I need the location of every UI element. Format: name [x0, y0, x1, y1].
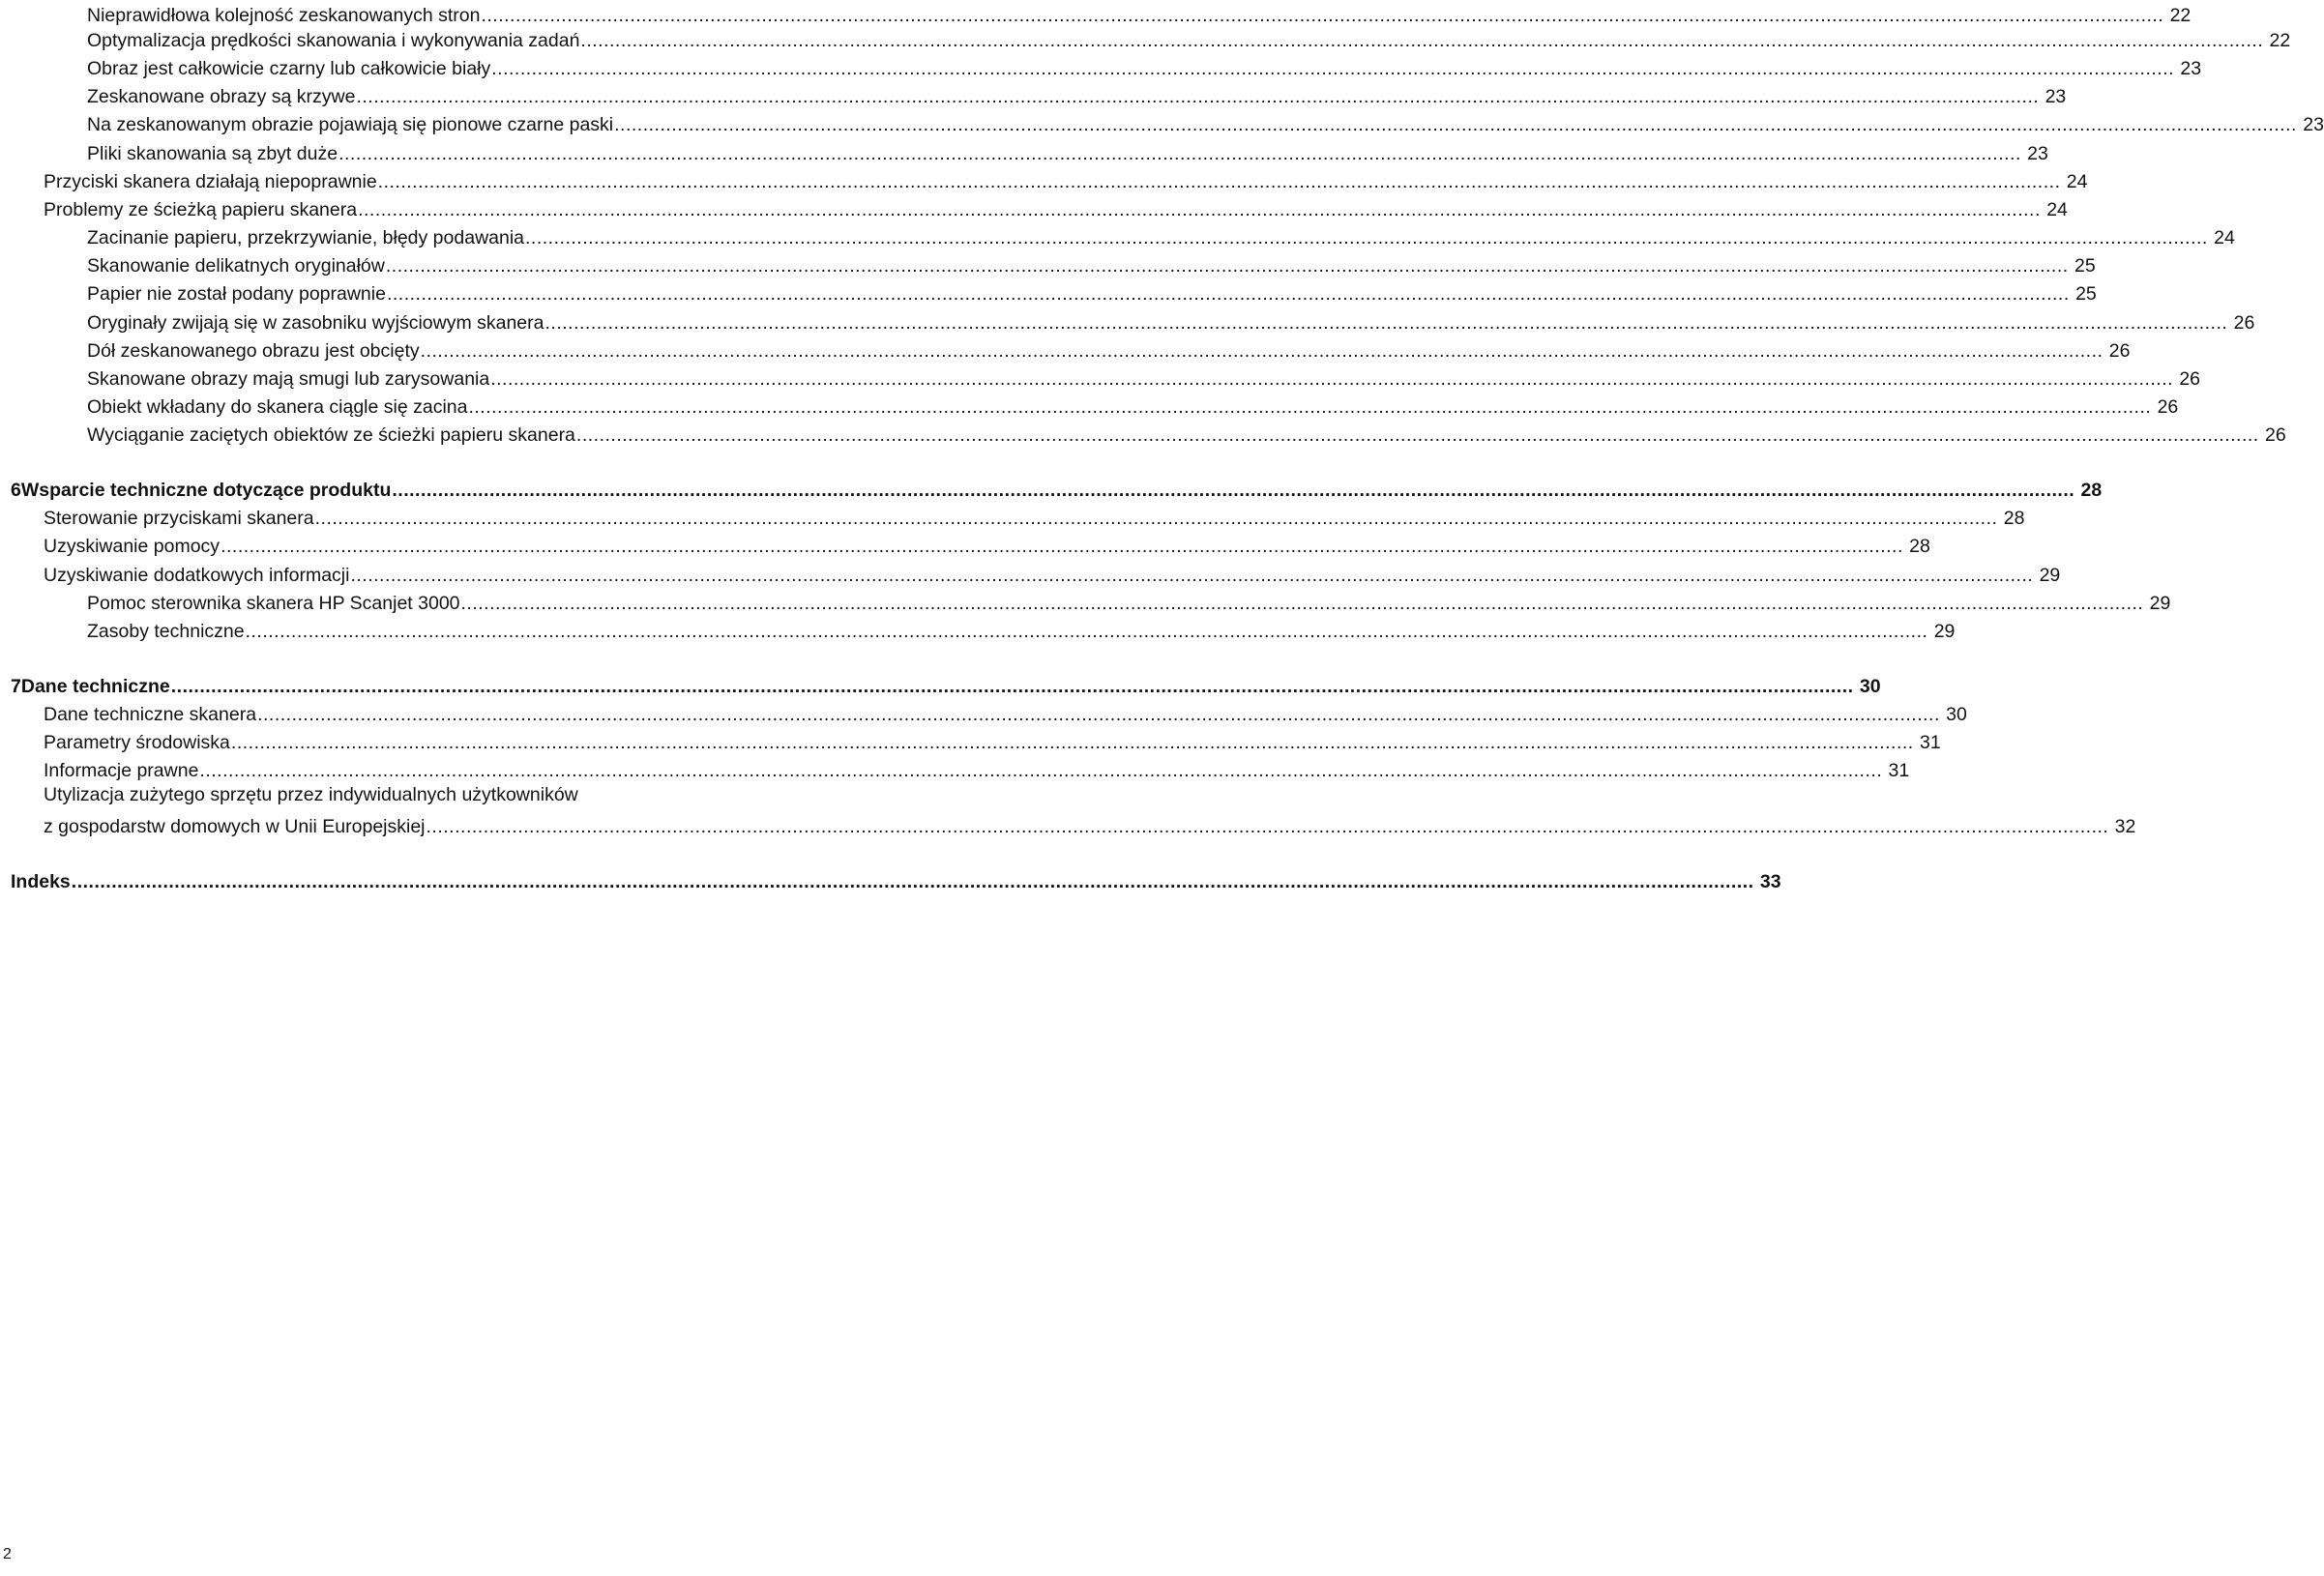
toc-leader-dots [257, 703, 1940, 726]
toc-leader-dots [378, 170, 2061, 193]
toc-leader-dots [171, 675, 1854, 698]
toc-entry-title: Nieprawidłowa kolejność zeskanowanych stron [87, 5, 481, 26]
toc-entry-title: Na zeskanowanym obrazie pojawiają się pionowe czarne paski [87, 114, 614, 135]
toc-entry[interactable] [44, 503, 2025, 530]
toc-entry[interactable] [87, 0, 2192, 27]
toc-entry-page: 23 [2027, 143, 2048, 164]
toc-leader-dots [461, 592, 2144, 615]
toc-leader-dots [338, 142, 2021, 165]
toc-entry[interactable] [44, 755, 1910, 782]
toc-entry-page: 26 [2233, 312, 2255, 334]
toc-entry-title: z gospodarstw domowych w Unii Europejskiej [44, 816, 426, 837]
toc-entry-title: Dół zeskanowanego obrazu jest obcięty [87, 340, 420, 362]
toc-leader-dots [72, 870, 1754, 893]
page-number: 2 [3, 1546, 12, 1562]
toc-leader-dots [221, 535, 1903, 558]
toc-entry-title: Obiekt wkładany do skanera ciągle się zacina [87, 396, 468, 418]
toc-entry-page: 31 [1920, 732, 1941, 753]
toc-entry-title: Zasoby techniczne [87, 621, 245, 642]
toc-entry-page: 23 [2303, 114, 2324, 135]
toc-entry-title: Sterowanie przyciskami skanera [44, 508, 314, 529]
toc-entry-page: 23 [2045, 86, 2067, 107]
toc-entry-title: Wsparcie techniczne dotyczące produktu [20, 480, 392, 501]
toc-entry-page: 30 [1946, 704, 1967, 725]
toc-entry-page: 31 [1888, 760, 1910, 781]
toc-entry-title: Problemy ze ścieżką papieru skanera [44, 199, 358, 220]
toc-leader-dots [315, 507, 1998, 530]
toc-entry[interactable] [87, 616, 1956, 643]
toc-entry-title: Dane techniczne [20, 676, 170, 697]
toc-leader-dots [231, 731, 1914, 754]
toc-leader-dots [356, 85, 2039, 108]
toc-leader-dots [545, 311, 2228, 335]
toc-leader-dots [246, 620, 1928, 643]
toc-leader-dots [427, 815, 2109, 838]
toc-entry-title: Obraz jest całkowicie czarny lub całkowicie biały [87, 58, 491, 79]
toc-entry-title: Przyciski skanera działają niepoprawnie [44, 171, 377, 192]
toc-entry-title: Papier nie został podany poprawnie [87, 283, 386, 305]
toc-entry-title: Utylizacja zużytego sprzętu przez indywidualnych użytkowników [44, 784, 578, 805]
toc-entry-title: Skanowanie delikatnych oryginałów [87, 255, 385, 277]
toc-entry-page: 24 [2066, 171, 2088, 192]
toc-entry-page: 26 [2265, 424, 2286, 446]
toc-entry-page: 30 [1859, 676, 1881, 697]
toc-entry-page: 28 [2080, 480, 2103, 501]
toc-leader-dots [614, 113, 2297, 136]
toc-entry-first-line[interactable] [44, 783, 928, 810]
toc-entry-page: 24 [2046, 199, 2068, 220]
toc-entry[interactable] [87, 392, 2179, 419]
toc-entry[interactable] [44, 811, 2136, 838]
toc-leader-dots [576, 423, 2259, 447]
toc-entry-page: 25 [2075, 283, 2097, 305]
toc-leader-dots [392, 479, 2074, 502]
toc-entry-title: Zeskanowane obrazy są krzywe [87, 86, 356, 107]
toc-entry-page: 25 [2074, 255, 2096, 277]
toc-entry[interactable] [44, 194, 2068, 221]
toc-entry[interactable] [87, 222, 2235, 249]
toc-entry[interactable] [44, 727, 1941, 754]
toc-entry[interactable] [87, 588, 2171, 615]
toc-entry[interactable] [44, 560, 2061, 587]
toc-leader-dots [199, 759, 1882, 782]
toc-entry-title: Dane techniczne skanera [44, 704, 257, 725]
toc-entry-page: 29 [2149, 593, 2171, 614]
toc-entry-title: Skanowane obrazy mają smugi lub zarysowania [87, 368, 490, 390]
toc-leader-dots [490, 367, 2173, 391]
toc-entry[interactable] [87, 53, 2202, 80]
toc-entry-page: 32 [2114, 816, 2136, 837]
toc-entry[interactable] [87, 138, 2048, 165]
toc-chapter-entry[interactable] [11, 475, 2103, 502]
toc-entry-page: 29 [2039, 565, 2061, 586]
toc-entry-page: 26 [2179, 368, 2201, 390]
toc-entry[interactable] [87, 250, 2096, 277]
toc-entry-title: Zacinanie papieru, przekrzywianie, błędy podawania [87, 227, 525, 248]
toc-entry-title: Pliki skanowania są zbyt duże [87, 143, 338, 164]
toc-entry-page: 24 [2214, 227, 2235, 248]
toc-leader-dots [481, 4, 2163, 27]
toc-entry[interactable] [44, 531, 1930, 558]
toc-entry-title: Uzyskiwanie dodatkowych informacji [44, 565, 350, 586]
toc-leader-dots [525, 226, 2208, 249]
toc-entry-page: 26 [2108, 340, 2131, 362]
toc-entry-title: Informacje prawne [44, 760, 199, 781]
toc-leader-dots [421, 339, 2103, 363]
toc-chapter-number: 7 [11, 676, 21, 697]
toc-entry-title: Indeks [11, 871, 71, 892]
toc-entry-title: Pomoc sterownika skanera HP Scanjet 3000 [87, 593, 460, 614]
toc-chapter-entry[interactable] [11, 671, 1881, 698]
toc-leader-dots [580, 29, 2263, 52]
toc-leader-dots [491, 57, 2174, 80]
toc-chapter-number: 6 [11, 480, 21, 501]
toc-entry[interactable] [44, 699, 1967, 726]
toc-entry-page: 22 [2269, 30, 2291, 51]
toc-entry[interactable] [87, 364, 2201, 391]
toc-index-entry[interactable] [11, 866, 1781, 893]
toc-entry-page: 33 [1759, 871, 1781, 892]
toc-entry-title: Wyciąganie zaciętych obiektów ze ścieżki papieru skanera [87, 424, 575, 446]
toc-entry[interactable] [87, 278, 2097, 306]
toc-entry[interactable] [87, 420, 2286, 447]
toc-leader-dots [386, 254, 2069, 277]
toc-entry[interactable] [87, 25, 2291, 52]
toc-entry-title: Oryginały zwijają się w zasobniku wyjściowym skanera [87, 312, 544, 334]
toc-entry[interactable] [87, 307, 2255, 335]
toc-entry-title: Uzyskiwanie pomocy [44, 536, 221, 557]
toc-entry-page: 22 [2169, 5, 2192, 26]
toc-entry[interactable] [44, 166, 2088, 193]
toc-entry-title: Optymalizacja prędkości skanowania i wykonywania zadań [87, 30, 580, 51]
toc-entry[interactable] [87, 109, 2324, 136]
toc-entry-page: 28 [1909, 536, 1930, 557]
toc-entry-page: 23 [2180, 58, 2202, 79]
toc-leader-dots [468, 395, 2151, 419]
toc-entry-page: 29 [1933, 621, 1956, 642]
toc-entry-page: 26 [2157, 396, 2179, 418]
toc-leader-dots [387, 282, 2070, 306]
toc-entry-page: 28 [2003, 508, 2025, 529]
toc-leader-dots [358, 198, 2041, 221]
toc-entry-title: Parametry środowiska [44, 732, 230, 753]
toc-entry[interactable] [87, 81, 2067, 108]
toc-leader-dots [350, 564, 2033, 587]
toc-entry[interactable] [87, 336, 2131, 363]
